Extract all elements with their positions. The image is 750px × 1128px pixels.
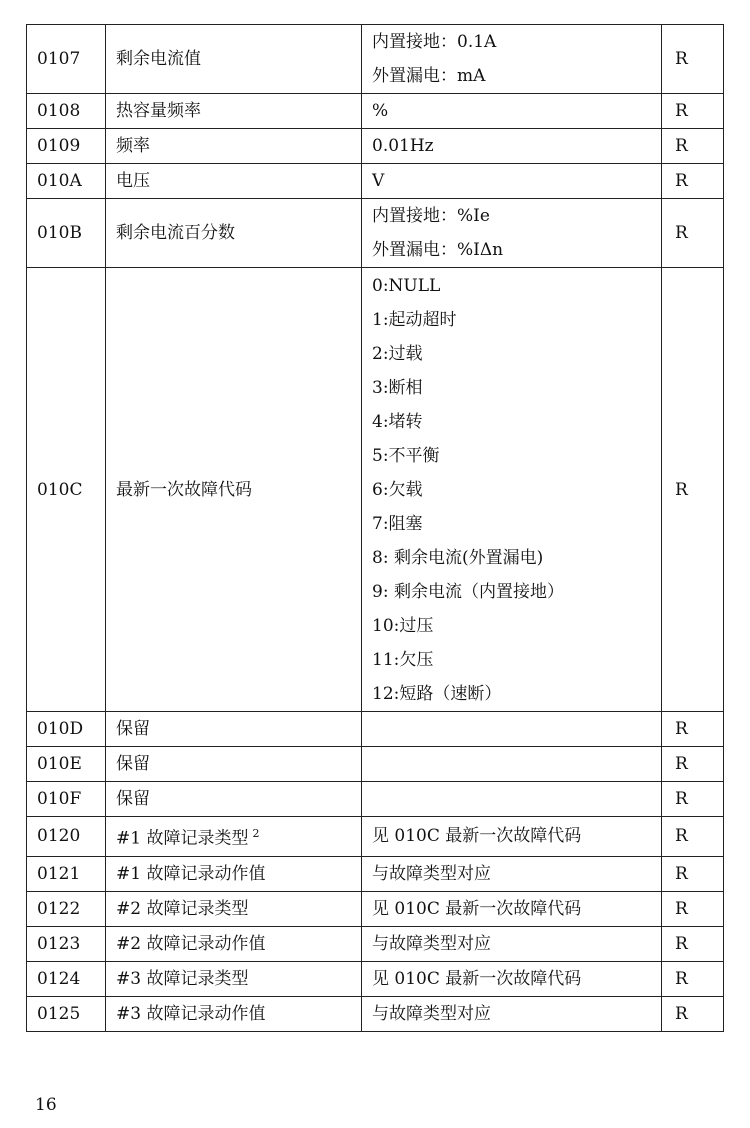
register-name: 热容量频率 [116, 101, 201, 121]
register-address: 0109 [27, 129, 106, 164]
unit-line: 8: 剩余电流(外置漏电) [372, 547, 544, 568]
register-name-cell [106, 747, 362, 782]
access-mode: R [662, 996, 724, 1031]
register-unit-cell [362, 712, 662, 747]
unit-line: 与故障类型对应 [372, 933, 491, 954]
unit-line: 2:过载 [372, 343, 423, 364]
table-row [27, 961, 724, 996]
register-address: 010A [27, 164, 106, 199]
register-unit-cell [362, 996, 662, 1031]
register-name-cell [106, 961, 362, 996]
table-row [27, 996, 724, 1031]
register-unit-cell [362, 747, 662, 782]
table-row [27, 856, 724, 891]
register-unit-cell [362, 817, 662, 857]
register-address: 010B [27, 199, 106, 268]
register-address: 010F [27, 782, 106, 817]
register-unit-cell [362, 856, 662, 891]
register-name-cell [106, 782, 362, 817]
register-name: #2 故障记录动作值 [116, 933, 266, 954]
register-name: 保留 [116, 754, 150, 774]
register-name-cell [106, 891, 362, 926]
register-name-cell [106, 268, 362, 712]
access-mode: R [662, 891, 724, 926]
access-mode: R [662, 782, 724, 817]
register-table [26, 24, 724, 1032]
register-name-cell [106, 856, 362, 891]
access-mode: R [662, 856, 724, 891]
register-name: 保留 [116, 719, 150, 739]
register-unit-cell [362, 199, 662, 268]
table-row [27, 891, 724, 926]
register-name: #1 故障记录动作值 [116, 863, 266, 884]
register-address: 0124 [27, 961, 106, 996]
register-name-cell [106, 817, 362, 857]
access-mode: R [662, 268, 724, 712]
table-row [27, 782, 724, 817]
unit-line: 与故障类型对应 [372, 1003, 491, 1024]
table-row [27, 94, 724, 129]
register-name: 剩余电流百分数 [116, 223, 235, 243]
unit-line: 6:欠载 [372, 479, 423, 500]
unit-line: 见 010C 最新一次故障代码 [372, 826, 582, 847]
register-address: 0125 [27, 996, 106, 1031]
register-name-cell [106, 164, 362, 199]
register-name: #2 故障记录类型 [116, 898, 249, 919]
unit-line: V [372, 171, 385, 191]
table-row [27, 199, 724, 268]
unit-line: 见 010C 最新一次故障代码 [372, 898, 582, 919]
register-address: 010C [27, 268, 106, 712]
register-unit-cell [362, 961, 662, 996]
unit-line: % [372, 101, 389, 121]
unit-line: 10:过压 [372, 615, 434, 636]
access-mode: R [662, 961, 724, 996]
table-row [27, 129, 724, 164]
access-mode: R [662, 94, 724, 129]
register-address: 0107 [27, 25, 106, 94]
register-unit-cell [362, 782, 662, 817]
register-name-cell [106, 129, 362, 164]
register-name: #3 故障记录类型 [116, 968, 249, 989]
unit-line: 见 010C 最新一次故障代码 [372, 968, 582, 989]
unit-line: 3:断相 [372, 377, 423, 398]
table-row [27, 747, 724, 782]
register-unit-cell [362, 268, 662, 712]
register-name: #1 故障记录类型 [116, 828, 249, 849]
unit-line: 5:不平衡 [372, 445, 440, 466]
unit-line: 11:欠压 [372, 649, 434, 670]
register-name: 频率 [116, 136, 150, 156]
access-mode: R [662, 129, 724, 164]
unit-line: 外置漏电：%IΔn [372, 240, 504, 260]
register-name: 保留 [116, 789, 150, 809]
register-name: 电压 [116, 171, 150, 191]
table-row [27, 25, 724, 94]
register-name-cell [106, 926, 362, 961]
page-number: 16 [35, 1095, 57, 1115]
register-name-cell [106, 712, 362, 747]
unit-line: 12:短路（速断） [372, 683, 502, 704]
unit-line: 1:起动超时 [372, 309, 457, 330]
register-unit-cell [362, 164, 662, 199]
register-address: 0123 [27, 926, 106, 961]
table-row [27, 164, 724, 199]
access-mode: R [662, 164, 724, 199]
register-unit-cell [362, 891, 662, 926]
access-mode: R [662, 747, 724, 782]
unit-line: 内置接地：%Ie [372, 206, 490, 226]
unit-line: 与故障类型对应 [372, 863, 491, 884]
access-mode: R [662, 926, 724, 961]
unit-line: 外置漏电：mA [372, 66, 486, 86]
table-row [27, 926, 724, 961]
unit-line: 9: 剩余电流（内置接地） [372, 581, 564, 602]
unit-line: 4:堵转 [372, 411, 423, 432]
access-mode: R [662, 199, 724, 268]
unit-line: 内置接地：0.1A [372, 32, 497, 52]
unit-line: 7:阻塞 [372, 513, 423, 534]
table-row [27, 712, 724, 747]
register-table-body [27, 25, 724, 1032]
unit-line: 0.01Hz [372, 136, 434, 156]
register-unit-cell [362, 926, 662, 961]
register-name-cell [106, 199, 362, 268]
footnote-marker: 2 [252, 827, 260, 840]
register-name-cell [106, 996, 362, 1031]
register-address: 010D [27, 712, 106, 747]
access-mode: R [662, 25, 724, 94]
register-name-cell [106, 94, 362, 129]
register-address: 0122 [27, 891, 106, 926]
unit-line: 0:NULL [372, 275, 441, 296]
register-name-cell [106, 25, 362, 94]
register-name: 最新一次故障代码 [116, 479, 252, 500]
register-address: 0121 [27, 856, 106, 891]
register-unit-cell [362, 25, 662, 94]
table-row [27, 817, 724, 857]
register-unit-cell [362, 94, 662, 129]
register-name: #3 故障记录动作值 [116, 1003, 266, 1024]
register-address: 0108 [27, 94, 106, 129]
register-name: 剩余电流值 [116, 49, 201, 69]
access-mode: R [662, 712, 724, 747]
register-unit-cell [362, 129, 662, 164]
register-address: 0120 [27, 817, 106, 857]
access-mode: R [662, 817, 724, 857]
table-row [27, 268, 724, 712]
register-address: 010E [27, 747, 106, 782]
